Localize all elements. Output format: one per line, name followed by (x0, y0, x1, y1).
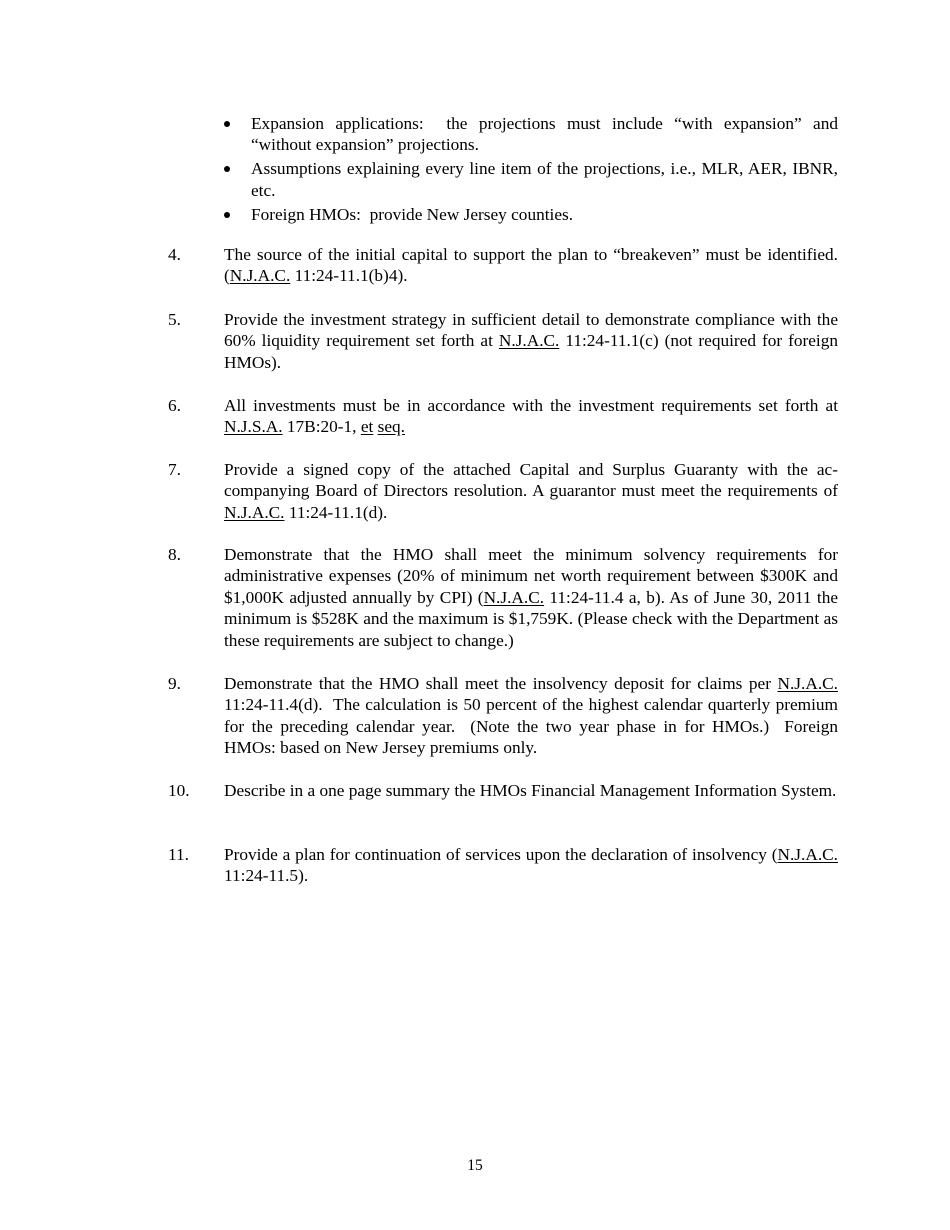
citation-reference: N.J.S.A. (224, 417, 283, 437)
citation-reference: N.J.A.C. (777, 674, 838, 693)
citation-reference: seq. (377, 417, 405, 437)
item-text (224, 244, 838, 287)
text-run: 17B:20-1, (282, 417, 361, 437)
item-number: 4. (168, 245, 181, 264)
text-run: Demonstrate that the HMO shall meet the minimum solvency requirements for administrative expenses (20% of minimum net worth requirement between $300K and $1,000K adjusted annually by CPI) ( (224, 545, 838, 607)
numbered-item-4 (168, 244, 838, 287)
citation-reference: N.J.A.C. (483, 587, 545, 607)
item-text (224, 459, 838, 523)
item-text (224, 844, 838, 887)
citation-reference: N.J.A.C. (229, 266, 291, 286)
numbered-item-10 (168, 780, 838, 801)
bullet-item (224, 158, 838, 201)
item-number: 10. (168, 781, 190, 800)
numbered-item-8 (168, 544, 838, 651)
item-number: 8. (168, 545, 181, 564)
text-run: The source of the initial capital to support the plan to “breakeven” must be identified. ( (224, 245, 838, 286)
text-run: All investments must be in accordance with the investment requirements set forth at (224, 396, 838, 415)
text-run: 11:24-11.1(c) (not required for foreign HMOs). (224, 331, 838, 372)
citation-reference: et (360, 417, 374, 437)
text-run: 11:24-11.1(b)4). (290, 266, 408, 286)
bullet-dot-icon (224, 166, 230, 172)
item-text (224, 309, 838, 373)
text-run: 11:24-11.5). (224, 866, 309, 886)
item-number: 5. (168, 310, 181, 329)
item-text (224, 395, 838, 438)
item-text (224, 673, 838, 759)
bullet-dot-icon (224, 212, 230, 218)
text-run: Provide a signed copy of the attached Capital and Surplus Guaranty with the accompanying Board of Directors resolution. A guarantor must meet the requirements of (224, 460, 838, 501)
bullet-item (224, 113, 838, 156)
citation-reference: N.J.A.C. (777, 845, 838, 864)
numbered-item-5 (168, 309, 838, 373)
bullet-list (224, 113, 838, 228)
item-text (224, 544, 838, 651)
numbered-item-9 (168, 673, 838, 759)
bullet-text: Expansion applications: the projections must include “with expansion” and “without expansion” projections. (251, 114, 838, 155)
numbered-item-7 (168, 459, 838, 523)
item-number: 11. (168, 845, 189, 864)
text-run: Describe in a one page summary the HMOs Financial Management Information System. (224, 781, 837, 800)
text-run: 11:24-11.1(d). (284, 502, 388, 522)
citation-reference: N.J.A.C. (224, 502, 285, 522)
text-run: 11:24-11.4 a, b). As of June 30, 2011 the minimum is $528K and the maximum is $1,759K. (Please check with the Department as these requirements are subject to change.) (224, 587, 838, 650)
item-number: 7. (168, 460, 181, 479)
bullet-dot-icon (224, 121, 230, 127)
bullet-text: Foreign HMOs: provide New Jersey counties. (251, 204, 574, 224)
citation-reference: N.J.A.C. (498, 331, 560, 351)
text-run: 11:24-11.4(d). The calculation is 50 percent of the highest calendar quarterly premium for the preceding calendar year. (Note the two year phase in for HMOs.) Foreign HMOs: based on New Jersey premiums only. (224, 695, 838, 758)
numbered-item-11 (168, 844, 838, 887)
bullet-text: Assumptions explaining every line item of the projections, i.e., MLR, AER, IBNR, etc. (251, 159, 838, 200)
numbered-item-6 (168, 395, 838, 438)
bullet-item (224, 204, 838, 225)
page-number: 15 (467, 1157, 483, 1174)
text-run: Provide the investment strategy in sufficient detail to demonstrate compliance with the 60% liquidity requirement set forth at (224, 310, 838, 351)
text-run: Provide a plan for continuation of services upon the declaration of insolvency ( (224, 845, 778, 864)
item-text (224, 780, 838, 801)
item-number: 9. (168, 674, 181, 693)
text-run: Demonstrate that the HMO shall meet the insolvency deposit for claims per (224, 674, 778, 693)
item-number: 6. (168, 396, 181, 415)
